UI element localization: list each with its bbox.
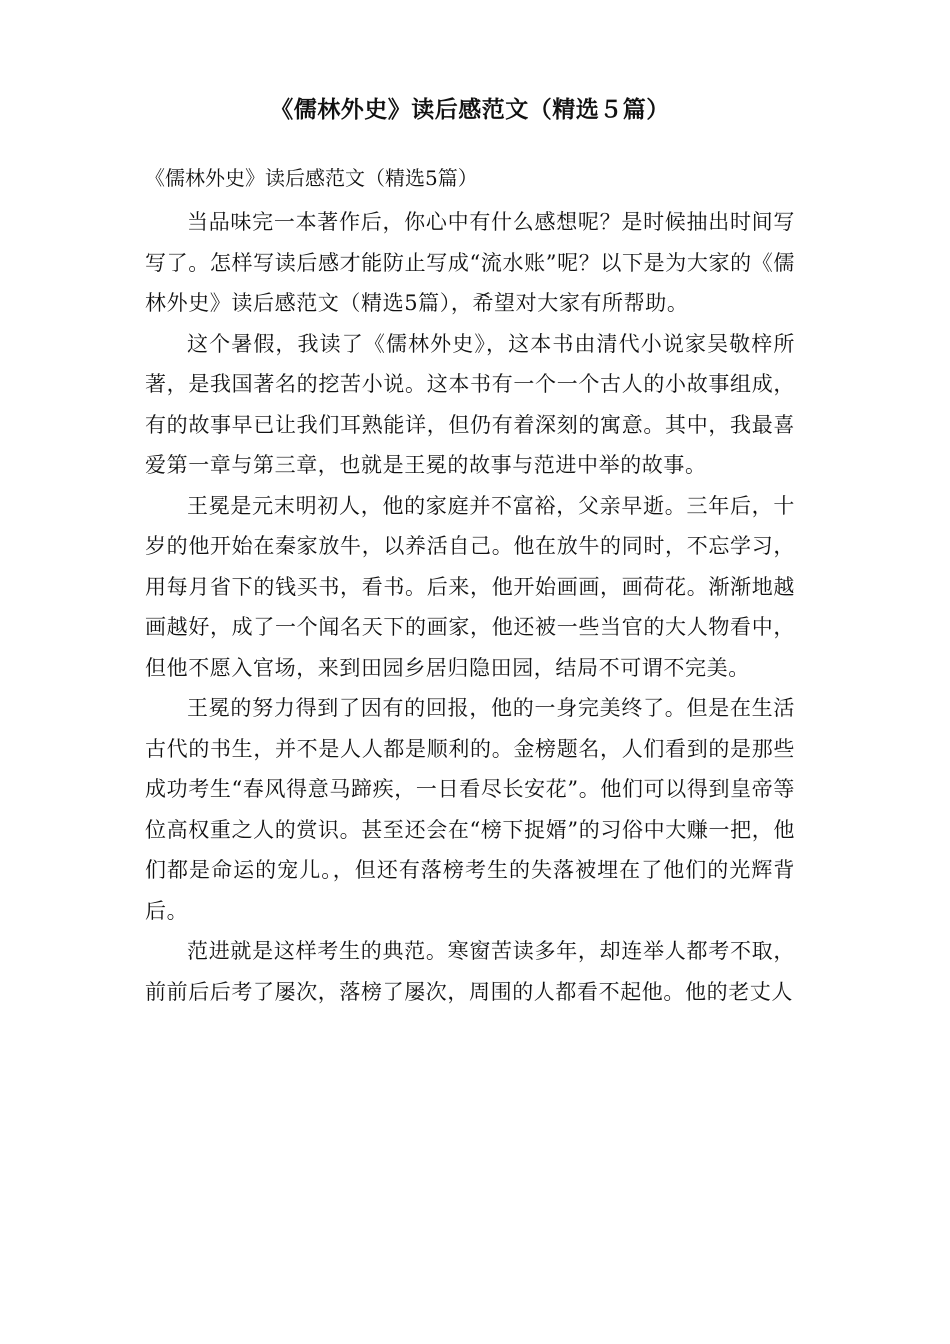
paragraph-summer-reading: 这个暑假，我读了《儒林外史》，这本书由清代小说家吴敬梓所著，是我国著名的挖苦小说。这本书有一个一个古人的小故事组成，有的故事早已让我们耳熟能详，但仍有着深刻的寓意。其中，我最喜爱第一章与第三章，也就是王冕的故事与范进中举的故事。 (145, 331, 795, 477)
paragraph-scholars: 王冕的努力得到了因有的回报，他的一身完美终了。但是在生活古代的书生，并不是人人都是顺利的。金榜题名，人们看到的是那些成功考生“春风得意马蹄疾，一日看尽长安花”。他们可以得到皇帝等位高权重之人的赏识。甚至还会在“榜下捉婿”的习俗中大赚一把，他们都是命运的宠儿。，但还有落榜考生的失落被埋在了他们的光辉背后。 (145, 696, 795, 923)
paragraph-fan-jin: 范进就是这样考生的典范。寒窗苦读多年，却连举人都考不取，前前后后考了屡次，落榜了屡次，周围的人都看不起他。他的老丈人 (145, 939, 795, 1004)
document-title: 《儒林外史》读后感范文（精选５篇） (270, 96, 670, 123)
document-subtitle: 《儒林外史》读后感范文（精选5篇） (145, 166, 478, 190)
document-content (145, 90, 795, 1012)
paragraph-intro: 当品味完一本著作后，你心中有什么感想呢？是时候抽出时间写写了。怎样写读后感才能防止写成“流水账”呢？以下是为大家的《儒林外史》读后感范文（精选5篇），希望对大家有所帮助。 (145, 210, 795, 315)
paragraph-wang-mian: 王冕是元末明初人，他的家庭并不富裕，父亲早逝。三年后，十岁的他开始在秦家放牛，以养活自己。他在放牛的同时，不忘学习，用每月省下的钱买书，看书。后来，他开始画画，画荷花。渐渐地越画越好，成了一个闻名天下的画家，他还被一些当官的大人物看中，但他不愿入官场，来到田园乡居归隐田园，结局不可谓不完美。 (145, 493, 795, 680)
